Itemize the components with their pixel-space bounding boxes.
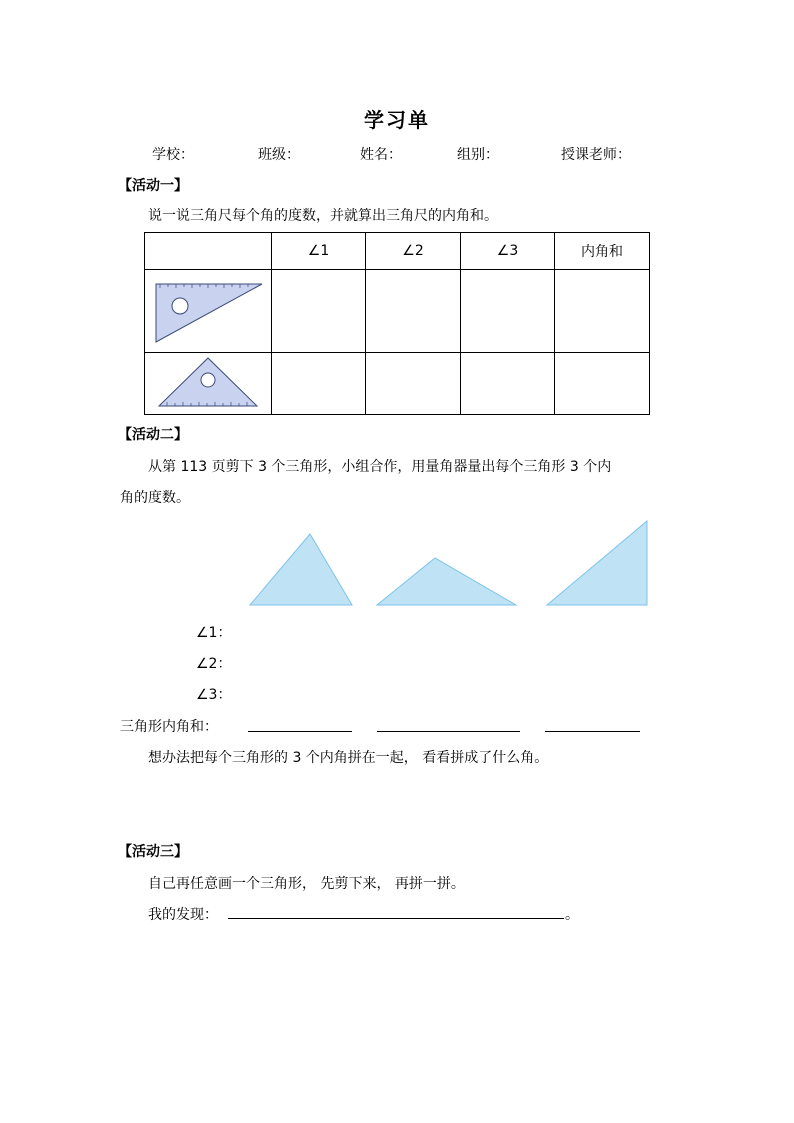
finding-blank[interactable] — [228, 918, 564, 919]
table-header-cell — [145, 233, 272, 270]
group-label: 组别： — [457, 147, 499, 163]
table-header-cell: ∠3 — [461, 233, 555, 270]
activity2-followup: 想办法把每个三角形的 3 个内角拼在一起， 看看拼成了什么角。 — [148, 750, 549, 766]
table-header-cell: 内角和 — [555, 233, 650, 270]
table-header-cell: ∠2 — [366, 233, 461, 270]
right-triangle — [547, 521, 647, 605]
finding-label: 我的发现： — [148, 907, 218, 923]
answer-cell[interactable] — [272, 270, 366, 353]
table-header-row — [145, 233, 650, 270]
angle-sum-blank-2[interactable] — [377, 731, 520, 732]
activity2-heading: 【活动二】 — [118, 427, 188, 443]
set-square-30-60-cell — [145, 270, 272, 353]
answer-cell[interactable] — [461, 270, 555, 353]
name-label: 姓名： — [360, 147, 402, 163]
set-square-30-60-icon — [148, 274, 268, 344]
angle1-label: ∠1： — [196, 625, 232, 641]
angle-sum-blank-1[interactable] — [248, 731, 352, 732]
set-square-45-icon — [153, 354, 263, 410]
activity1-heading: 【活动一】 — [118, 178, 188, 194]
answer-cell[interactable] — [555, 353, 650, 415]
angle-sum-label: 三角形内角和： — [120, 719, 218, 735]
table-row — [145, 270, 650, 353]
activity3-heading: 【活动三】 — [118, 844, 188, 860]
answer-cell[interactable] — [366, 270, 461, 353]
activity2-instruction-line1: 从第 113 页剪下 3 个三角形，小组合作，用量角器量出每个三角形 3 个内 — [148, 459, 612, 475]
activity2-instruction-line2: 角的度数。 — [120, 490, 190, 506]
obtuse-triangle — [377, 558, 516, 605]
answer-cell[interactable] — [555, 270, 650, 353]
angle3-label: ∠3： — [196, 687, 232, 703]
table-row — [145, 353, 650, 415]
teacher-label: 授课老师： — [561, 147, 631, 163]
answer-cell[interactable] — [272, 353, 366, 415]
activity3-instruction: 自己再任意画一个三角形， 先剪下来， 再拼一拼。 — [148, 876, 465, 892]
finding-end: 。 — [565, 907, 579, 923]
school-label: 学校： — [152, 147, 194, 163]
acute-triangle — [250, 534, 352, 605]
class-label: 班级： — [258, 147, 300, 163]
answer-cell[interactable] — [461, 353, 555, 415]
angle-sum-blank-3[interactable] — [545, 731, 640, 732]
set-square-45-cell — [145, 353, 272, 415]
angle-table — [144, 232, 650, 415]
table-header-cell: ∠1 — [272, 233, 366, 270]
page-title: 学习单 — [364, 108, 430, 132]
answer-cell[interactable] — [366, 353, 461, 415]
angle2-label: ∠2： — [196, 656, 232, 672]
triangles-figure — [240, 514, 660, 610]
activity1-instruction: 说一说三角尺每个角的度数，并就算出三角尺的内角和。 — [148, 208, 498, 224]
